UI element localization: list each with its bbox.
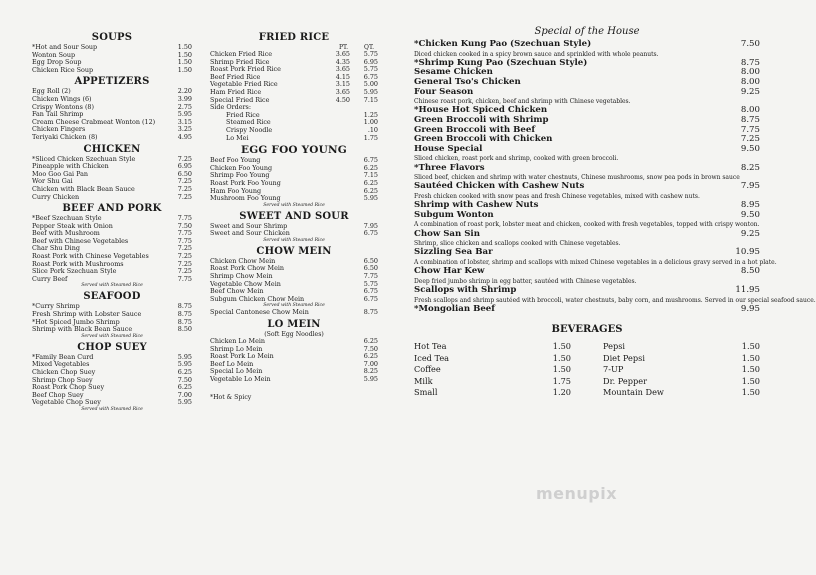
pt-label: PT. (338, 44, 349, 51)
item-price: 8.75 (177, 310, 192, 319)
special-item (414, 305, 760, 315)
chicken-title: CHICKEN (83, 143, 141, 155)
item-name: Shrimp Chow Mein (210, 272, 273, 281)
item-name: Roast Pork with Chinese Vegetables (32, 252, 149, 261)
item-description: Deep fried jumbo shrimp in egg batter, sautéed with Chinese vegetables. (414, 277, 637, 285)
item-name: Ham Foo Young (210, 186, 262, 195)
item-price: 7.25 (177, 192, 192, 201)
menu-item (210, 135, 378, 143)
item-price: 1.50 (552, 364, 571, 375)
item-price: 1.75 (363, 133, 378, 142)
item-price: 5.95 (177, 360, 192, 369)
sweet-sour-list (210, 223, 378, 238)
item-price: 5.75 (363, 279, 378, 288)
item-name: Wor Shu Gai (32, 177, 73, 186)
item-name: Shrimp Foo Young (210, 171, 270, 180)
item-price: 6.75 (363, 156, 378, 165)
item-name: *Family Bean Curd (32, 352, 94, 361)
item-price: 1.50 (741, 352, 760, 363)
item-name: Shrimp Lo Mein (210, 344, 263, 353)
item-price: 8.00 (740, 76, 760, 87)
item-price: 6.75 (363, 294, 378, 303)
item-name: Scallops with Shrimp (414, 284, 517, 295)
item-price-qt: 5.95 (363, 87, 378, 96)
item-name: Vegetable Lo Mein (210, 375, 271, 383)
item-price: 7.95 (740, 181, 760, 192)
item-price: 7.75 (363, 272, 378, 281)
item-name: Shrimp Chop Suey (32, 375, 93, 384)
item-price-qt: 5.75 (363, 50, 378, 58)
menu-item (32, 194, 192, 202)
item-price: 2.75 (177, 102, 192, 111)
item-name: Ham Fried Rice (210, 87, 262, 96)
special-item (414, 230, 760, 240)
item-name: Beef with Chinese Vegetables (32, 236, 129, 245)
menu-item (603, 376, 760, 387)
item-price: 8.75 (177, 302, 192, 311)
qt-label: QT. (364, 44, 374, 51)
item-price: 6.25 (177, 368, 192, 376)
item-price: 3.15 (177, 117, 192, 126)
sweet-sour-title: SWEET AND SOUR (239, 210, 349, 222)
beef-pork-title: BEEF AND PORK (62, 203, 162, 215)
seafood-note: Served with Steamed Rice (81, 333, 143, 339)
item-name: Coffee (414, 364, 441, 375)
egg-foo-young-title: EGG FOO YOUNG (241, 144, 347, 157)
special-item (414, 88, 760, 98)
item-price: 7.00 (363, 359, 378, 368)
menu-item (32, 134, 192, 142)
side-orders-label: Side Orders: (210, 103, 251, 112)
special-item (414, 248, 760, 258)
item-price: 6.25 (177, 383, 192, 392)
item-price: 6.75 (363, 229, 378, 238)
special-item (414, 211, 760, 221)
beverages-table (414, 341, 760, 398)
item-price: 5.95 (363, 194, 378, 203)
item-name: Special Fried Rice (210, 95, 270, 104)
item-name: Roast Pork Chop Suey (32, 383, 105, 392)
item-name: Small (414, 386, 438, 397)
item-name: 7-UP (603, 364, 624, 375)
item-name: Diet Pepsi (603, 352, 645, 363)
menu-item (414, 364, 571, 375)
beverages-right (603, 341, 760, 398)
special-item (414, 40, 760, 50)
item-name: Pepper Steak with Onion (32, 221, 113, 230)
soups-list (32, 44, 192, 74)
item-name: Sesame Chicken (414, 67, 493, 78)
item-price: 2.20 (177, 87, 192, 96)
item-name: Fan Tail Shrimp (32, 110, 84, 119)
beef-pork-list (32, 215, 192, 283)
item-name: Shrimp Fried Rice (210, 57, 270, 66)
special-item (414, 164, 760, 174)
appetizers-list (32, 88, 192, 141)
item-name: Chicken Fingers (32, 125, 86, 134)
menu-item (603, 387, 760, 398)
item-name: *Sliced Chicken Szechuan Style (32, 154, 136, 163)
item-price: 7.95 (363, 221, 378, 230)
item-price: 5.95 (177, 398, 192, 407)
item-price: 6.25 (363, 186, 378, 195)
item-name: Chicken Rice Soup (32, 65, 94, 74)
item-price: 3.25 (177, 125, 192, 134)
fried-rice-list (210, 51, 378, 104)
menu-column-left (32, 30, 192, 413)
item-name: Green Broccoli with Beef (414, 124, 536, 135)
item-price-qt: 6.95 (363, 57, 378, 66)
item-name: Mushroom Foo Young (210, 194, 281, 203)
item-name: Roast Pork Foo Young (210, 178, 281, 187)
item-name: Roast Pork Chow Mein (210, 264, 285, 273)
item-price-pt: 3.65 (335, 65, 350, 74)
menu-item (414, 387, 571, 398)
fried-rice-title: FRIED RICE (258, 32, 330, 43)
item-price: 6.50 (177, 169, 192, 178)
item-name: Char Shu Ding (32, 244, 80, 253)
lo-mein-title: LO MEIN (267, 319, 321, 331)
item-description: Sliced beef, chicken and shrimp with water chestnuts, Chinese mushrooms, snow pea pods in brown sauce (414, 174, 740, 182)
item-price-pt: 4.35 (335, 57, 350, 66)
item-name: Vegetable Fried Rice (210, 80, 278, 89)
item-name: Subgum Chicken Chow Mein (210, 294, 305, 303)
item-name: *Hot Spiced Jumbo Shrimp (32, 317, 120, 326)
item-price: 7.25 (177, 177, 192, 186)
item-price: 1.50 (177, 65, 192, 74)
item-name: Roast Pork Fried Rice (210, 65, 281, 74)
item-name: Steamed Rice (226, 118, 271, 127)
item-price: 9.50 (740, 143, 760, 154)
item-name: Egg Drop Soup (32, 58, 82, 67)
item-name: Shrimp with Cashew Nuts (414, 200, 539, 211)
item-name: General Tso's Chicken (414, 76, 521, 87)
item-name: *Chicken Kung Pao (Szechuan Style) (414, 39, 592, 49)
item-price: 1.50 (741, 386, 760, 397)
item-description: Fresh chicken cooked with snow peas and fresh Chinese vegetables, mixed with cashew nuts. (414, 192, 700, 200)
item-price: 1.00 (363, 118, 378, 127)
item-price: 8.00 (740, 105, 760, 116)
item-price-pt: 3.65 (335, 50, 350, 58)
item-price: 5.95 (177, 352, 192, 361)
item-name: Beef with Mushroom (32, 229, 100, 238)
item-price: 6.25 (363, 178, 378, 187)
item-name: Green Broccoli with Chicken (414, 134, 553, 145)
lo-mein-list (210, 338, 378, 384)
item-price: 6.25 (363, 163, 378, 172)
item-name: Moo Goo Gai Pan (32, 169, 89, 178)
seafood-title: SEAFOOD (83, 291, 141, 303)
item-name: Wonton Soup (32, 50, 76, 59)
item-price: 7.75 (177, 236, 192, 245)
item-name: Vegetable Chow Mein (210, 279, 281, 288)
item-name: Beef Chow Mein (210, 287, 264, 296)
menu-item (414, 376, 571, 387)
item-price-qt: 5.75 (363, 65, 378, 74)
item-name: Chow San Sin (414, 228, 480, 239)
item-name: Subgum Wonton (414, 209, 494, 220)
item-name: Iced Tea (414, 352, 450, 363)
item-price: 7.00 (177, 390, 192, 399)
item-name: Chicken Foo Young (210, 163, 273, 172)
item-price: 1.50 (552, 352, 571, 363)
item-name: Four Season (414, 86, 474, 97)
item-price: 1.50 (177, 58, 192, 67)
special-item (414, 145, 760, 155)
menu-item (603, 353, 760, 364)
lo-mein-subtitle: (Soft Egg Noodles) (264, 331, 324, 339)
menu-item (414, 353, 571, 364)
item-name: Green Broccoli with Shrimp (414, 114, 549, 125)
item-name: Dr. Pepper (603, 375, 648, 386)
menu-item (414, 341, 571, 352)
item-price: 5.95 (177, 110, 192, 119)
special-house-title: Special of the House (534, 26, 640, 37)
item-name: Sweet and Sour Chicken (210, 229, 290, 238)
item-price: 3.99 (177, 94, 192, 103)
special-item (414, 182, 760, 192)
chow-mein-list (210, 258, 378, 304)
item-price: 1.25 (363, 110, 378, 119)
item-name: Mixed Vegetables (32, 360, 90, 369)
item-price: 7.25 (177, 154, 192, 163)
chow-mein-title: CHOW MEIN (256, 245, 332, 257)
item-description: A combination of lobster, shrimp and scallops with mixed Chinese vegetables in a delicious gravy served in a hot plate. (414, 258, 777, 266)
menu-item (32, 399, 192, 407)
item-price: .10 (367, 125, 378, 134)
item-name: Hot Tea (414, 341, 447, 352)
menu-item (210, 230, 378, 238)
item-price: 4.95 (177, 132, 192, 141)
item-name: Sizzling Sea Bar (414, 247, 493, 258)
item-name: Vegetable Chop Suey (32, 398, 101, 407)
item-name: Roast Pork with Mushrooms (32, 259, 124, 268)
item-price: 7.50 (740, 39, 760, 49)
item-name: Beef Fried Rice (210, 72, 261, 81)
item-name: Milk (414, 375, 433, 386)
item-name: Sautéed Chicken with Cashew Nuts (414, 181, 585, 192)
item-price: 8.50 (740, 266, 760, 277)
item-name: Slice Pork Szechuan Style (32, 267, 117, 276)
item-price: 1.50 (177, 43, 192, 51)
item-name: Crispy Noodle (226, 125, 273, 134)
item-price-qt: 5.00 (363, 80, 378, 89)
item-name: *House Hot Spiced Chicken (414, 105, 548, 116)
item-price: 7.75 (177, 274, 192, 283)
item-name: *Shrimp Kung Pao (Szechuan Style) (414, 57, 588, 68)
item-price: 9.50 (740, 209, 760, 220)
item-price: 6.75 (363, 287, 378, 296)
menu-item (210, 195, 378, 203)
item-name: Lo Mei (226, 133, 249, 142)
item-price: 7.75 (177, 229, 192, 238)
item-price-pt: 3.65 (335, 87, 350, 96)
item-name: Chicken Fried Rice (210, 50, 273, 58)
chicken-list (32, 156, 192, 202)
item-name: Chicken Chow Mein (210, 256, 276, 265)
item-price: 10.95 (735, 247, 760, 258)
item-price-qt: 6.75 (363, 72, 378, 81)
item-price-pt: 3.15 (335, 80, 350, 89)
beef-pork-note: Served with Steamed Rice (81, 283, 143, 289)
hot-spicy-note: *Hot & Spicy (210, 393, 252, 401)
item-name: *Hot and Sour Soup (32, 43, 98, 51)
item-price: 8.50 (177, 325, 192, 334)
item-price: 6.50 (363, 256, 378, 265)
menu-item (210, 376, 378, 384)
item-name: Cream Cheese Crabmeat Wonton (12) (32, 117, 156, 126)
item-price: 8.75 (177, 317, 192, 326)
item-price: 8.00 (740, 67, 760, 78)
menu-item (210, 309, 378, 317)
chop-suey-title: CHOP SUEY (77, 341, 147, 353)
item-price: 1.75 (552, 375, 571, 386)
item-price: 7.75 (177, 214, 192, 223)
item-name: Chicken Chop Suey (32, 368, 96, 376)
item-name: Fresh Shrimp with Lobster Sauce (32, 310, 142, 319)
item-name: Teriyaki Chicken (8) (32, 132, 98, 141)
item-price: 6.50 (363, 264, 378, 273)
item-price: 5.95 (363, 375, 378, 383)
menu-item (603, 341, 760, 352)
item-name: Mountain Dew (603, 386, 664, 397)
item-price: 7.25 (177, 259, 192, 268)
beverages-title: BEVERAGES (551, 324, 623, 336)
side-orders-list (210, 112, 378, 142)
menu-item (32, 67, 192, 75)
item-price: 1.50 (741, 341, 760, 352)
item-name: Chicken Lo Mein (210, 337, 266, 346)
item-name: Curry Beef (32, 274, 68, 283)
item-price: 8.25 (363, 367, 378, 376)
item-name: Curry Chicken (32, 192, 80, 201)
item-price: 7.25 (740, 134, 760, 145)
item-price: 6.25 (363, 352, 378, 361)
item-name: *Beef Szechuan Style (32, 214, 102, 223)
item-price: 8.75 (740, 57, 760, 68)
item-price: 7.50 (363, 344, 378, 353)
menu-item (603, 364, 760, 375)
item-price: 1.20 (552, 386, 571, 397)
item-name: Shrimp with Black Bean Sauce (32, 325, 133, 334)
item-price: 7.15 (363, 171, 378, 180)
chop-suey-list (32, 354, 192, 407)
item-price: 9.25 (740, 228, 760, 239)
item-price: 1.50 (741, 375, 760, 386)
item-name: Egg Roll (2) (32, 87, 71, 96)
item-price: 8.75 (740, 114, 760, 125)
item-name: Beef Foo Young (210, 156, 261, 165)
soups-title: SOUPS (91, 32, 133, 43)
item-price: 8.95 (740, 200, 760, 211)
special-item (414, 267, 760, 277)
item-description: A combination of roast pork, lobster meat and chicken, cooked with fresh vegetables, topped with crispy wonton. (414, 221, 760, 229)
item-description: Shrimp, slice chicken and scallops cooked with Chinese vegetables. (414, 240, 621, 248)
item-name: *Mongolian Beef (414, 303, 495, 314)
item-price: 11.95 (735, 284, 760, 295)
item-description: Chinese roast pork, chicken, beef and shrimp with Chinese vegetables. (414, 98, 631, 106)
item-price: 7.75 (740, 124, 760, 135)
item-description: Fresh scallops and shrimp sautéed with broccoli, water chestnuts, baby corn, and mushrooms. Served in our special seafood sauce. (414, 296, 816, 304)
item-name: Crispy Wontons (8) (32, 102, 94, 111)
beverages-left (414, 341, 571, 398)
item-price: 7.50 (177, 221, 192, 230)
menu-column-right (414, 26, 816, 398)
item-price: 1.50 (741, 364, 760, 375)
menu-column-middle (210, 30, 378, 401)
chow-mein-note: Served with Steamed Rice (263, 303, 325, 309)
item-name: Chicken Wings (6) (32, 94, 92, 103)
item-name: Special Cantonese Chow Mein (210, 308, 309, 317)
seafood-list (32, 303, 192, 333)
item-name: Chow Har Kew (414, 266, 485, 277)
item-price: 9.95 (740, 303, 760, 314)
item-name: Pineapple with Chicken (32, 162, 109, 171)
item-name: Fried Rice (226, 110, 260, 119)
item-price: 6.95 (177, 162, 192, 171)
item-price: 8.75 (363, 308, 378, 317)
item-name: Beef Chop Suey (32, 390, 84, 399)
menu-item (32, 326, 192, 334)
item-price-pt: 4.15 (335, 72, 350, 81)
item-description: Diced chicken cooked in a spicy brown sauce and sprinkled with whole peanuts. (414, 50, 659, 58)
item-price: 1.50 (177, 50, 192, 59)
item-price: 7.25 (177, 244, 192, 253)
item-name: *Curry Shrimp (32, 302, 80, 311)
item-price: 7.50 (177, 375, 192, 384)
item-price: 7.25 (177, 252, 192, 261)
menupix-watermark: menupix (536, 484, 618, 503)
item-price: 6.25 (363, 337, 378, 346)
item-name: Chicken with Black Bean Sauce (32, 184, 135, 193)
item-price: 8.25 (740, 162, 760, 173)
item-price-pt: 4.50 (335, 95, 350, 104)
sweet-sour-note: Served with Steamed Rice (263, 237, 325, 243)
egg-foo-young-list (210, 157, 378, 203)
item-name: House Special (414, 143, 483, 154)
item-name: Pepsi (603, 341, 626, 352)
chop-suey-note: Served with Steamed Rice (81, 406, 143, 412)
item-price-qt: 7.15 (363, 95, 378, 104)
special-list (414, 39, 816, 314)
item-description: Sliced chicken, roast pork and shrimp, cooked with green broccoli. (414, 155, 619, 163)
item-price: 1.50 (552, 341, 571, 352)
egg-foo-young-note: Served with Steamed Rice (263, 202, 325, 208)
item-name: Special Lo Mein (210, 367, 263, 376)
appetizers-title: APPETIZERS (74, 76, 150, 88)
item-name: *Three Flavors (414, 162, 485, 173)
item-price: 7.25 (177, 184, 192, 193)
special-item (414, 286, 760, 296)
item-price: 9.25 (740, 86, 760, 97)
item-price: 7.25 (177, 267, 192, 276)
item-name: Roast Pork Lo Mein (210, 352, 274, 361)
item-name: Sweet and Sour Shrimp (210, 221, 288, 230)
item-name: Beef Lo Mein (210, 359, 254, 368)
